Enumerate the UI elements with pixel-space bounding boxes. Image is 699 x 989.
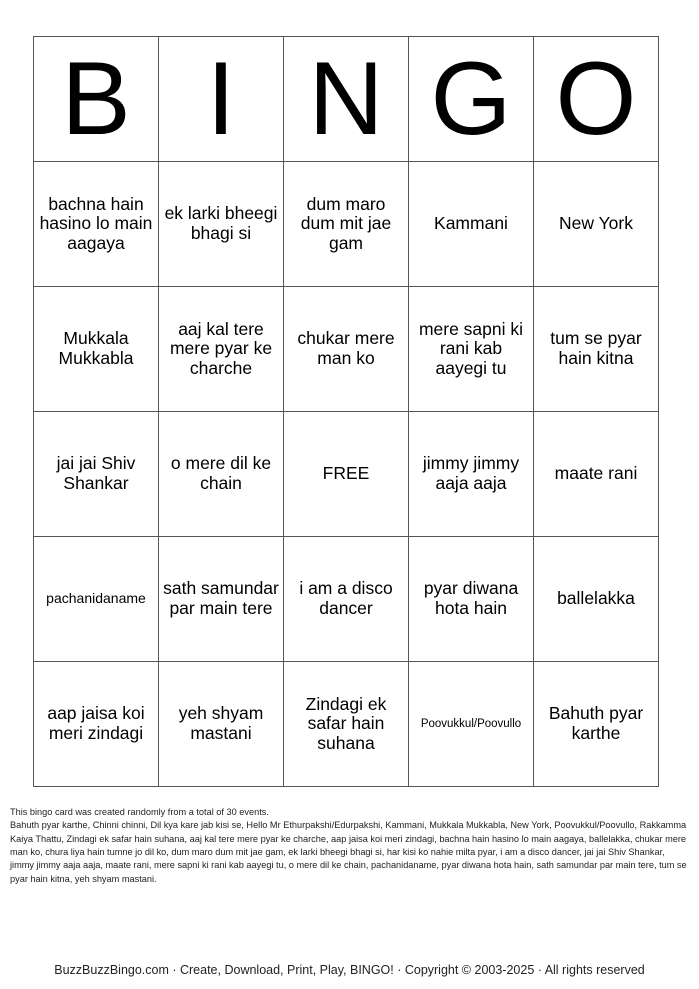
header-letter: N	[284, 37, 409, 162]
bingo-cell: o mere dil ke chain	[159, 412, 284, 537]
bingo-cell: aap jaisa koi meri zindagi	[34, 662, 159, 787]
header-letter: B	[34, 37, 159, 162]
header-letter: I	[159, 37, 284, 162]
event-list: Bahuth pyar karthe, Chinni chinni, Dil kya kare jab kisi se, Hello Mr Ethurpakshi/Edurpakshi, Kammani, Mukkala Mukkabla, New York, Poovukkul/Poovullo, Rakkamma Kaiya Thattu, Zindagi ek safar hain suhana, aaj kal tere mere pyar ke charche, aap jaisa koi meri zindagi, bachna hain hasino lo main aagaya, ballelakka, chukar mere man ko, chura liya hain tumne jo dil ko, dum maro dum mit jae gam, ek larki bheegi bhagi si, har kisi ko nahie milta pyar, i am a disco dancer, jai jai Shiv Shankar, jimmy jimmy aaja aaja, maate rani, mere sapni ki rani kab aayegi tu, o mere dil ke chain, pachanidaname, pyar diwana hota hain, sath samundar par main tere, tum se pyar hain kitna, yeh shyam mastani.	[10, 820, 687, 884]
card-summary: This bingo card was created randomly from a total of 30 events.	[10, 807, 269, 817]
bingo-cell: aaj kal tere mere pyar ke charche	[159, 287, 284, 412]
bingo-cell: Zindagi ek safar hain suhana	[284, 662, 409, 787]
bingo-cell: Kammani	[409, 162, 534, 287]
bingo-cell: sath samundar par main tere	[159, 537, 284, 662]
bingo-cell: pachanidaname	[34, 537, 159, 662]
bingo-cell: i am a disco dancer	[284, 537, 409, 662]
bingo-cell: chukar mere man ko	[284, 287, 409, 412]
footer-copyright: BuzzBuzzBingo.com · Create, Download, Print, Play, BINGO! · Copyright © 2003-2025 · All rights reserved	[54, 963, 645, 977]
bingo-cell: yeh shyam mastani	[159, 662, 284, 787]
bingo-cell: bachna hain hasino lo main aagaya	[34, 162, 159, 287]
bingo-cell: New York	[534, 162, 659, 287]
bingo-cell: Poovukkul/Poovullo	[409, 662, 534, 787]
bingo-cell: Mukkala Mukkabla	[34, 287, 159, 412]
bingo-row	[34, 162, 659, 287]
bingo-row	[34, 662, 659, 787]
header-letter: G	[409, 37, 534, 162]
bingo-cell: maate rani	[534, 412, 659, 537]
header-letter: O	[534, 37, 659, 162]
bingo-cell: mere sapni ki rani kab aayegi tu	[409, 287, 534, 412]
bingo-cell: dum maro dum mit jae gam	[284, 162, 409, 287]
bingo-cell: jai jai Shiv Shankar	[34, 412, 159, 537]
bingo-header-row	[34, 37, 659, 162]
bingo-card	[33, 36, 659, 787]
bingo-row	[34, 412, 659, 537]
bingo-cell: Bahuth pyar karthe	[534, 662, 659, 787]
bingo-cell: ek larki bheegi bhagi si	[159, 162, 284, 287]
card-info	[10, 806, 690, 886]
bingo-row	[34, 537, 659, 662]
bingo-cell: jimmy jimmy aaja aaja	[409, 412, 534, 537]
bingo-cell: tum se pyar hain kitna	[534, 287, 659, 412]
bingo-row	[34, 287, 659, 412]
bingo-cell: pyar diwana hota hain	[409, 537, 534, 662]
bingo-cell: ballelakka	[534, 537, 659, 662]
free-space-cell: FREE	[284, 412, 409, 537]
